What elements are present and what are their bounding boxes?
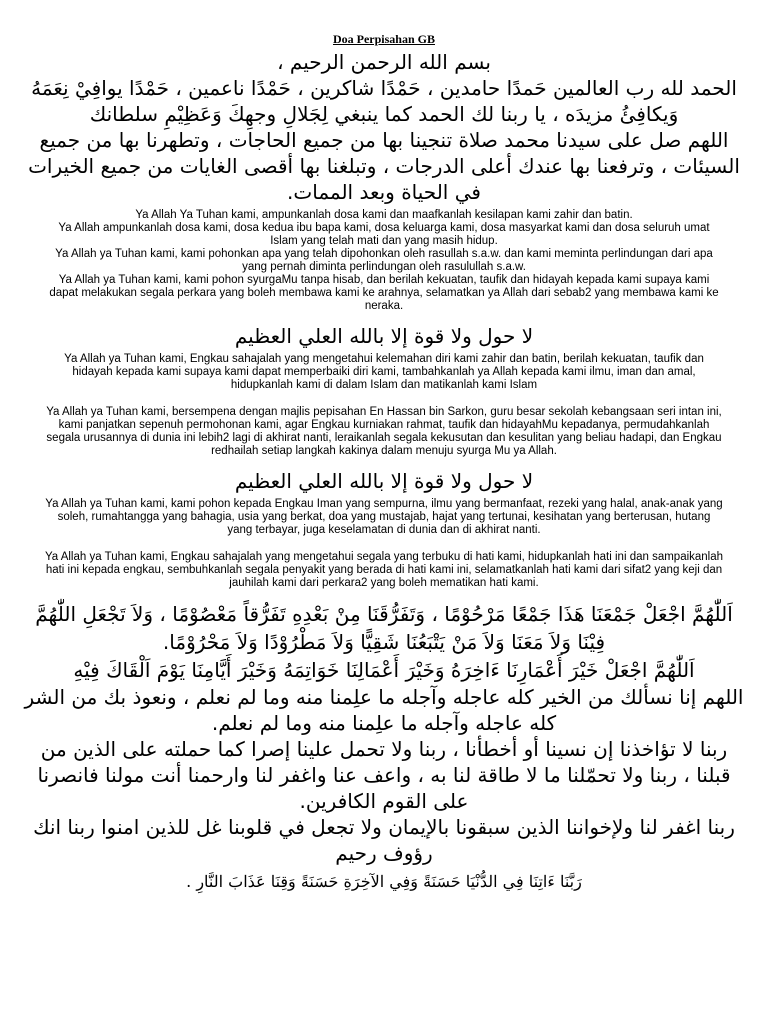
malay-prayer-paragraph: Ya Allah ya Tuhan kami, Engkau sahajalah yang mengetahui segala yang terbuku di hati kami, hidupkanlah hati ini dan sampaikanlah hati ini kepada engkau, sembuhkanlah segala penyakit yang berada di hati kami ini, selamatkanlah hati kami dari sifat2 yang keji dan jauhilah kami dari perkara2 yang boleh mematikan hati kami. bbox=[44, 551, 724, 589]
bismillah-line: بسم الله الرحمن الرحيم ، bbox=[277, 50, 491, 74]
hauqalah-line: لا حول ولا قوة إلا بالله العلي العظيم bbox=[234, 324, 534, 348]
final-prayer-line: رَبَّنَا ءَاتِنَا فِي الدُّنْيَا حَسَنَةً وَفِي الآخِرَةِ حَسَنَةً وَقِنَا عَذَابَ النَّارِ . bbox=[186, 872, 582, 891]
arabic-prayer-paragraph: اَللّٰهُمَّ اجْعَلْ جَمْعَنَا هَذَا جَمْعًا مَرْحُوْمًا ، وَتَفَرُّقَنَا مِنْ بَعْدِهِ تَفَرُّقاً مَعْصُوْمًا ، وَلاَ تَجْعَلِ اللّٰهُمَّ فِيْنَا وَلاَ مَعَنَا وَلاَ مَنْ يَتْبَعُنَا شَقِيًّا وَلاَ مَطْرُوْدًا وَلاَ مَحْرُوْمًا. bbox=[35, 602, 733, 654]
arabic-prayer-paragraph: ربنا لا تؤاخذنا إن نسينا أو أخطأنا ، ربنا ولا تحمل علينا إصرا كما حملته على الذين من قبلنا ، ربنا ولا تحمّلنا ما لا طاقة لنا به ، واعف عنا واغفر لنا وارحمنا أنت مولنا فانصرنا على القوم الكافرين. bbox=[37, 737, 731, 813]
farewell-prayer-paragraph: Ya Allah ya Tuhan kami, bersempena dengan majlis pepisahan En Hassan bin Sarkon, guru besar sekolah kebangsaan seri intan ini, kami panjatkan sepenuh permohonan kami, agar Engkau kurniakan rahmat, taufik dan hidayahMu kepadanya, permudahkanlah segala urusannya di dunia ini lebih2 lagi di akhirat nanti, leraikanlah segala kekusutan dan kesulitan yang beliau hadapi, dan Engkau redhailah setiap langkah kakinya dalam menuju syurga Mu ya Allah. bbox=[46, 406, 722, 457]
opening-prayer-arabic bbox=[0, 49, 768, 205]
malay-prayer-block-1 bbox=[0, 209, 768, 313]
arabic-prayer-paragraph: اللهم إنا نسألك من الخير كله عاجله وآجله ما علِمنا منه وما لم نعلم ، ونعوذ بك من الشر كله عاجله وآجله ما علِمنا منه وما لم نعلم. bbox=[24, 685, 744, 735]
malay-prayer-paragraph: Ya Allah ampunkanlah dosa kami, dosa kedua ibu bapa kami, dosa keluarga kami, dosa masyarkat kami dan dosa seluruh umat Islam yang telah mati dan yang masih hidup. bbox=[58, 222, 710, 247]
salawat-paragraph: اللهم صل على سيدنا محمد صلاة تنجينا بها من جميع الحاجات ، وتطهرنا بها من جميع السيئات ، وترفعنا بها عندك أعلى الدرجات ، وتبلغنا بها أقصى الغايات من جميع الخيرات في الحياة وبعد الممات. bbox=[28, 128, 740, 204]
malay-prayer-paragraph: Ya Allah ya Tuhan kami, kami pohon syurgaMu tanpa hisab, dan berilah kekuatan, taufik dan hidayah kepada kami supaya kami dapat melakukan segala perkara yang boleh membawa kami ke arahnya, selamatkan ya Allah dari sebab2 yang membawa kami ke neraka. bbox=[49, 274, 719, 312]
malay-prayer-paragraph: Ya Allah Ya Tuhan kami, ampunkanlah dosa kami dan maafkanlah kesilapan kami zahir dan batin. bbox=[135, 209, 633, 221]
malay-prayer-paragraph: Ya Allah ya Tuhan kami, kami pohonkan apa yang telah dipohonkan oleh rasullah s.a.w. dan kami meminta perlindungan dari apa yang pernah diminta perlindungan oleh rasulullah s.a.w. bbox=[55, 248, 713, 273]
malay-prayer-block-2 bbox=[0, 353, 768, 458]
hauqalah-line: لا حول ولا قوة إلا بالله العلي العظيم bbox=[234, 469, 534, 493]
malay-prayer-paragraph: Ya Allah ya Tuhan kami, kami pohon kepada Engkau Iman yang sempurna, ilmu yang bermanfaat, rezeki yang halal, anak-anak yang soleh, rumahtangga yang bahagia, usia yang berkat, doa yang mustajab, hajat yang tertunai, kesihatan yang berterusan, hutang yang terbayar, juga keselamatan di dunia dan di akhirat nanti. bbox=[45, 498, 723, 536]
malay-prayer-paragraph: Ya Allah ya Tuhan kami, Engkau sahajalah yang mengetahui kelemahan diri kami zahir dan batin, berilah kekuatan, taufik dan hidayah kepada kami supaya kami dapat memperbaiki diri kami, tambahkanlah ya Allah kepada kami ilmu, iman dan amal, hidupkanlah kami di dalam Islam dan matikanlah kami Islam bbox=[64, 353, 704, 391]
arabic-prayer-paragraph: اَللّٰهُمَّ اجْعَلْ خَيْرَ أَعْمَارِنَا ءَاخِرَهُ وَخَيْرَ أَعْمَالِنَا خَوَاتِمَهُ وَخَيْرَ أَيَّامِنَا يَوْمَ اَلْقَاكَ فِيْهِ bbox=[73, 658, 695, 682]
malay-prayer-block-3 bbox=[0, 498, 768, 590]
arabic-prayer-paragraph: ربنا اغفر لنا ولإخواننا الذين سبقونا بالإيمان ولا تجعل في قلوبنا غل للذين امنوا ربنا انك رؤوف رحيم bbox=[33, 815, 735, 865]
closing-prayer-arabic bbox=[0, 600, 768, 866]
hamdalah-paragraph: الحمد لله رب العالمين حَمدًا حامدين ، حَمْدًا شاكرين ، حَمْدًا ناعمين ، حَمْدًا يوافِيْ نِعَمَهُ وَيكافِئُ مزيدَه ، يا ربنا لك الحمد كما ينبغي لِجَلالِ وجهِكَ وَعَظِيْمِ سلطانك bbox=[31, 76, 737, 126]
document-title: Doa Perpisahan GB bbox=[332, 32, 435, 46]
